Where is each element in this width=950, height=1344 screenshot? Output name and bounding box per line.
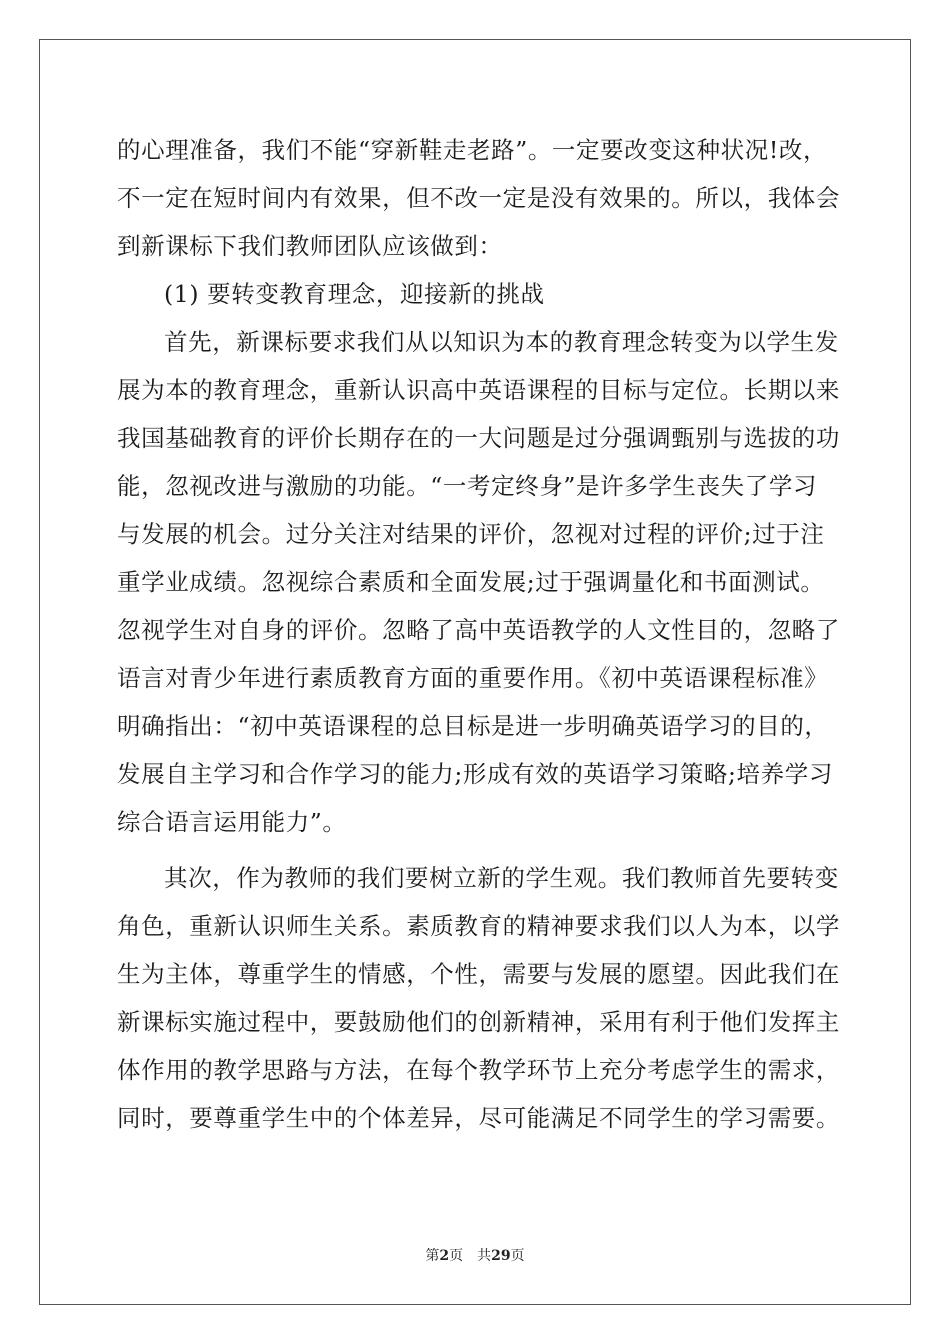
text-line: 明确指出：“初中英语课程的总目标是进一步明确英语学习的目的， <box>117 712 829 740</box>
text-line: 到新课标下我们教师团队应该做到： <box>117 232 503 260</box>
text-line: 语言对青少年进行素质教育方面的重要作用。《初中英语课程标准》 <box>117 664 829 692</box>
text-line: 的心理准备，我们不能“穿新鞋走老路”。一定要改变这种状况!改， <box>117 136 828 164</box>
paragraph-start: 首先，新课标要求我们从以知识为本的教育理念转变为以学生发 <box>164 328 839 356</box>
text-line: 展为本的教育理念，重新认识高中英语课程的目标与定位。长期以来 <box>117 376 840 404</box>
text-line: 重学业成绩。忽视综合素质和全面发展;过于强调量化和书面测试。 <box>117 568 825 596</box>
document-body <box>117 126 840 1142</box>
text-line: 不一定在短时间内有效果，但不改一定是没有效果的。所以，我体会 <box>117 184 840 212</box>
total-pages: 29 <box>491 1248 511 1264</box>
total-suffix: 页 <box>510 1248 525 1264</box>
text-line: 角色，重新认识师生关系。素质教育的精神要求我们以人为本，以学 <box>117 912 840 940</box>
text-line: 能，忽视改进与激励的功能。“一考定终身”是许多学生丧失了学习 <box>117 472 818 500</box>
page-number: 2 <box>439 1248 450 1264</box>
text-line: 新课标实施过程中，要鼓励他们的创新精神，采用有利于他们发挥主 <box>117 1008 840 1036</box>
text-line: 忽视学生对自身的评价。忽略了高中英语教学的人文性目的，忽略了 <box>117 616 840 644</box>
section-heading: (1) 要转变教育理念，迎接新的挑战 <box>164 280 545 308</box>
page-suffix: 页 <box>449 1248 464 1264</box>
paragraph-start: 其次，作为教师的我们要树立新的学生观。我们教师首先要转变 <box>164 864 839 892</box>
text-line: 发展自主学习和合作学习的能力;形成有效的英语学习策略;培养学习 <box>117 760 833 788</box>
text-line: 体作用的教学思路与方法，在每个教学环节上充分考虑学生的需求， <box>117 1056 840 1084</box>
total-prefix: 共 <box>477 1248 492 1264</box>
text-line: 我国基础教育的评价长期存在的一大问题是过分强调甄别与选拔的功 <box>117 424 840 452</box>
text-line: 生为主体，尊重学生的情感，个性，需要与发展的愿望。因此我们在 <box>117 960 840 988</box>
text-line: 同时，要尊重学生中的个体差异，尽可能满足不同学生的学习需要。 <box>117 1104 840 1132</box>
page-prefix: 第 <box>425 1248 440 1264</box>
text-line: 综合语言运用能力”。 <box>117 808 347 836</box>
text-line: 与发展的机会。过分关注对结果的评价，忽视对过程的评价;过于注 <box>117 520 825 548</box>
page-footer <box>0 1247 950 1265</box>
